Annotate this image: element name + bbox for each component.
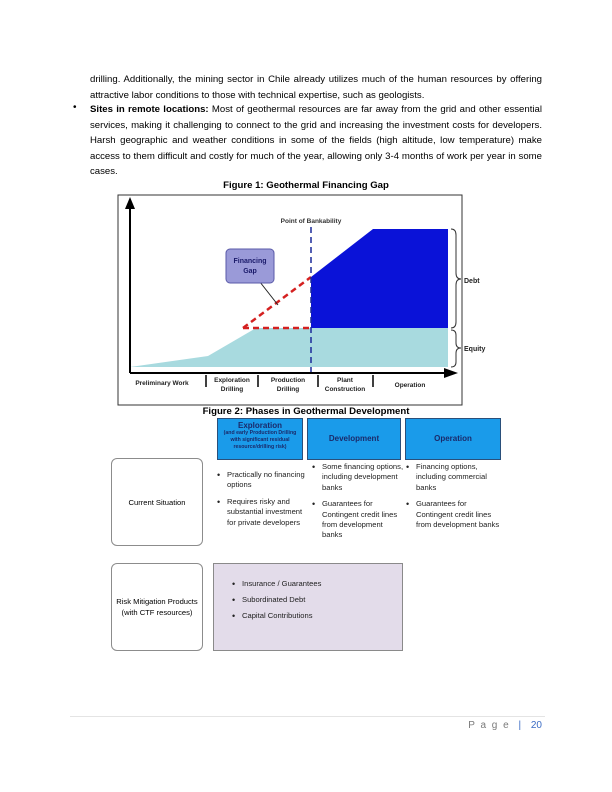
- mitigation-box: [213, 563, 403, 651]
- page-separator: |: [518, 720, 523, 731]
- list-item: • Some financing options, including development banks: [312, 462, 404, 493]
- list-item: • Insurance / Guarantees: [232, 578, 397, 590]
- bullet-text: Most of geothermal resources are far away from the grid and other essential services, making it challenging to connect to the grid and increasing the investment costs for developers. Harsh geographic and weather conditions in some of the fields (high altitude, low temperature) make access to them difficult and costly for much of the year, allowing only 3-4 months of work per year in some cases.: [90, 104, 542, 178]
- exploration-title: Exploration: [237, 421, 282, 430]
- list-item: • Capital Contributions: [232, 610, 397, 622]
- gap-box: [226, 249, 274, 283]
- financing-gap-svg: [118, 195, 486, 405]
- column-head-operation: Operation: [405, 418, 501, 460]
- bullet-paragraph: [90, 102, 542, 180]
- equity-label: Equity: [464, 346, 486, 353]
- gap-label-line1: Financing: [233, 258, 267, 265]
- list-item: • Subordinated Debt: [232, 594, 397, 606]
- phase-label-plant-2: Construction: [324, 386, 366, 393]
- page-footer: [468, 720, 542, 731]
- footer-rule: [70, 716, 545, 717]
- paragraph-continuation: drilling. Additionally, the mining sector in Chile already utilizes much of the human resources by offering attractive labor conditions to those with technical expertise, such as geologists.: [90, 74, 542, 101]
- phase-label-production-2: Drilling: [276, 386, 300, 393]
- phase-label-exploration-2: Drilling: [220, 386, 244, 393]
- development-list: [312, 462, 404, 543]
- bullet-dot: •: [73, 102, 77, 113]
- gap-label-line2: Gap: [243, 268, 257, 275]
- figure2-title: Figure 2: Phases in Geothermal Development: [202, 406, 410, 417]
- row-label-risk-mitigation: Risk Mitigation Products (with CTF resources): [111, 563, 203, 651]
- bullet-heading: Sites in remote locations:: [90, 104, 209, 115]
- bankability-label: Point of Bankability: [280, 218, 342, 225]
- list-item: • Guarantees for Contingent credit lines from development banks: [406, 499, 502, 530]
- phase-label-exploration-1: Exploration: [214, 377, 250, 384]
- column-head-development: Development: [307, 418, 401, 460]
- exploration-subtitle: (and early Production Drilling with significant residual resource/drilling risk): [223, 430, 297, 450]
- debt-label: Debt: [464, 278, 480, 285]
- financing-gap-chart: [118, 195, 486, 405]
- phase-label-plant-1: Plant: [337, 377, 353, 384]
- exploration-list: [217, 470, 305, 530]
- phase-label-operation: Operation: [394, 382, 426, 389]
- column-head-exploration: [217, 418, 303, 460]
- operation-list: [406, 462, 502, 532]
- phase-label-preliminary: Preliminary Work: [135, 380, 189, 387]
- row-label-current-situation: Current Situation: [111, 458, 203, 546]
- mitigation-list: [232, 578, 397, 624]
- page-number: 20: [530, 720, 542, 731]
- list-item: • Financing options, including commercial banks: [406, 462, 502, 493]
- phase-label-production-1: Production: [270, 377, 306, 384]
- figure1-title: Figure 1: Geothermal Financing Gap: [223, 180, 389, 191]
- page-word: P a g e: [468, 720, 511, 731]
- list-item: • Guarantees for Contingent credit lines from development banks: [312, 499, 404, 541]
- list-item: • Practically no financing options: [217, 470, 305, 491]
- list-item: • Requires risky and substantial investment for private developers: [217, 497, 305, 528]
